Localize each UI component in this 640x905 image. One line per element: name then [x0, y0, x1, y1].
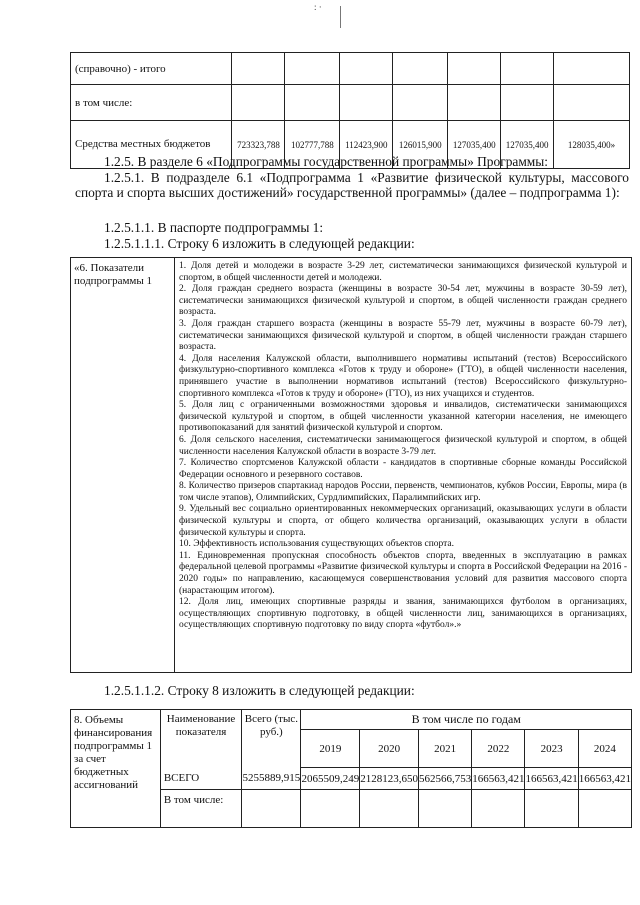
cell-value: [525, 790, 578, 828]
table-row: [71, 710, 632, 730]
row-label: в том числе:: [71, 85, 232, 121]
cell-value: 102777,788: [285, 121, 340, 169]
cell-value: [301, 790, 360, 828]
list-item: 2. Доля граждан среднего возраста (женщины в возрасте 30-54 лет, мужчины в возрасте 30-59 лет), систематически занимающихся физической культурой и спортом, в общей численности граждан среднего возраста.: [179, 284, 627, 318]
list-item: 4. Доля населения Калужской области, выполнившего нормативы испытаний (тестов) Всероссийского физкультурно-спортивного комплекса «Готов к труду и обороне» (ГТО), в общей численности населения, принявшего участие в выполнении нормативов испытаний (тестов) Всероссийского физкультурно-спортивного комплекса «Готов к труду и обороне» (ГТО), из них учащихся и студентов.: [179, 353, 627, 399]
cell-value: 126015,900: [393, 121, 448, 169]
table-row: [71, 53, 630, 85]
cell-value: [418, 790, 471, 828]
scan-mark: : ·: [314, 2, 322, 12]
cell-value: 166563,421: [525, 768, 578, 790]
paragraph: 1.2.5.1. В подразделе 6.1 «Подпрограмма 1 «Развитие физической культуры, массового спорта и спорта высших достижений» государственной программы» (далее – подпрограмма 1):: [75, 170, 629, 200]
year-header: 2020: [360, 730, 419, 768]
year-header: 2021: [418, 730, 471, 768]
year-header: 2022: [472, 730, 525, 768]
list-item: 1. Доля детей и молодежи в возрасте 3-29 лет, систематически занимающихся физической культурой и спортом, в общей численности детей и молодежи.: [179, 261, 627, 283]
funding-table: [70, 709, 632, 828]
row-label: В том числе:: [160, 790, 241, 828]
cell-value: 127035,400: [501, 121, 554, 169]
cell-value: 2065509,249: [301, 768, 360, 790]
paragraph: 1.2.5.1.1. В паспорте подпрограммы 1:: [104, 220, 324, 235]
row-label: Средства местных бюджетов: [71, 121, 232, 169]
cell-value: 166563,421: [578, 768, 631, 790]
list-item: 7. Количество спортсменов Калужской области - кандидатов в спортивные сборные команды Российской Федерации основного и резервного составов.: [179, 458, 627, 480]
list-item: 8. Количество призеров спартакиад народов России, первенств, чемпионатов, кубков России, Европы, мира (в том числе этапов), Олимпийских, Сурдлимпийских, Паралимпийских игр.: [179, 481, 627, 503]
cell-value: 166563,421: [472, 768, 525, 790]
cell-value: [472, 790, 525, 828]
cell-value: 128035,400»: [554, 121, 630, 169]
list-item: 10. Эффективность использования существующих объектов спорта.: [179, 539, 455, 550]
paragraph: 1.2.5.1.1.2. Строку 8 изложить в следующей редакции:: [104, 683, 415, 698]
list-item: 3. Доля граждан старшего возраста (женщины в возрасте 55-79 лет, мужчины в возрасте 60-79 лет), систематически занимающихся физической культурой и спортом, в общей численности граждан старшего возраста.: [179, 318, 627, 353]
cell-value: 562566,753: [418, 768, 471, 790]
scan-line: [340, 6, 341, 28]
top-table: [70, 52, 630, 169]
list-item: 6. Доля сельского населения, систематически занимающегося физической культурой и спортом, в общей численности населения Калужской области в возрасте 3-79 лет.: [179, 434, 627, 457]
indicators-list: [175, 258, 632, 673]
cell-value: 127035,400: [448, 121, 501, 169]
year-header: 2024: [578, 730, 631, 768]
table-row: [71, 258, 632, 673]
row-label: «6. Показатели подпрограммы 1: [71, 258, 175, 673]
cell-value: 112423,900: [340, 121, 393, 169]
paragraph: 1.2.5.1.1.1. Строку 6 изложить в следующей редакции:: [104, 236, 415, 251]
year-header: 2023: [525, 730, 578, 768]
cell-value: [578, 790, 631, 828]
row-label: ВСЕГО: [160, 768, 241, 790]
table-row: [71, 85, 630, 121]
cell-value: 2128123,650: [360, 768, 419, 790]
year-header: 2019: [301, 730, 360, 768]
list-item: 11. Единовременная пропускная способность объектов спорта, введенных в эксплуатацию в рамках федеральной целевой программы «Развитие физической культуры и спорта в Российской Федерации на 2016 - 2020 годы» по направлению, касающемуся совершенствования условий для развития массового спорта (нарастающим итогом).: [179, 550, 627, 596]
indicators-table: [70, 257, 632, 673]
cell-value: 5255889,915: [242, 768, 301, 790]
row-label: (справочно) - итого: [71, 53, 232, 85]
paragraph: 1.2.5. В разделе 6 «Подпрограммы государственной программы» Программы:: [104, 154, 548, 169]
list-item: 5. Доля лиц с ограниченными возможностями здоровья и инвалидов, систематически занимающихся физической культурой и спортом, в общей численности указанной категории населения, не имеющего противопоказаний для занятий физической культурой и спортом.: [179, 400, 627, 434]
cell-value: [360, 790, 419, 828]
column-header: Всего (тыс. руб.): [242, 710, 301, 768]
cell-value: [242, 790, 301, 828]
column-header: Наименование показателя: [160, 710, 241, 768]
list-item: 9. Удельный вес социально ориентированных некоммерческих организаций, оказывающих услуги в области физической культуры и спорта, от общего количества организаций, оказывающих услуги в области физической культуры и спорта.: [179, 504, 627, 538]
list-item: 12. Доля лиц, имеющих спортивные разряды и звания, занимающихся футболом в организациях, осуществляющих спортивную подготовку, в общей численности лиц, занимающихся в организациях, осуществляющих спортивную подготовку по виду спорта «футбол».»: [179, 597, 627, 631]
row-label: 8. Объемы финансирования подпрограммы 1 за счет бюджетных ассигнований: [71, 710, 161, 828]
column-header: В том числе по годам: [301, 710, 632, 730]
cell-value: 723323,788: [232, 121, 285, 169]
